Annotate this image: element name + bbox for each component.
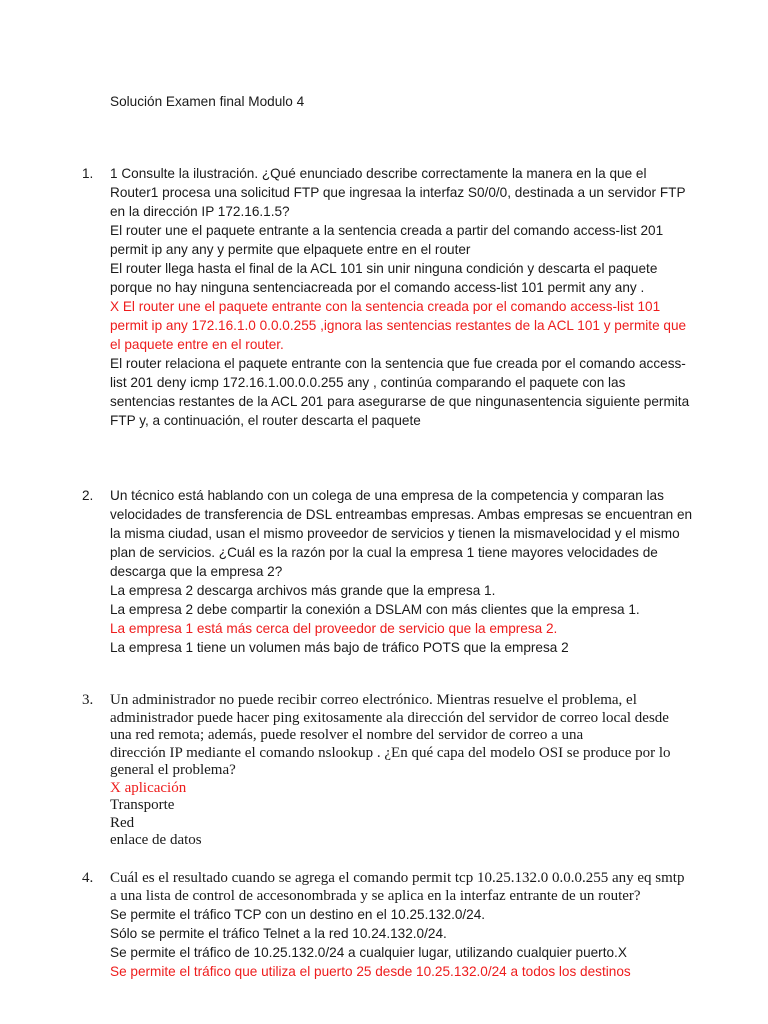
answer-option-line: Se permite el tráfico TCP con un destino en el 10.25.132.0/24.	[110, 907, 486, 922]
question-3	[82, 692, 722, 850]
answer-option-line: Transporte	[110, 797, 175, 813]
answer-option-line: La empresa 2 debe compartir la conexión a DSLAM con más clientes que la empresa 1.	[110, 602, 640, 617]
correct-answer-line: permit ip any 172.16.1.0 0.0.0.255 ,ignora las sentencias restantes de la ACL 101 y permite que	[110, 318, 687, 333]
question-4	[82, 870, 722, 981]
answer-option-line: Sólo se permite el tráfico Telnet a la red 10.24.132.0/24.	[110, 926, 447, 941]
answer-option-line: enlace de datos	[110, 832, 202, 848]
answer-option-line: porque no hay ninguna sentenciacreada por el comando access-list 101 permit any any .	[110, 280, 645, 295]
correct-answer-line: el paquete entre en el router.	[110, 337, 284, 352]
question-number: 4.	[82, 870, 94, 886]
answer-option-line: Se permite el tráfico de 10.25.132.0/24 a cualquier lugar, utilizando cualquier puerto.X	[110, 945, 627, 960]
question-text-line: plan de servicios. ¿Cuál es la razón por la cual la empresa 1 tiene mayores velocidades de	[110, 545, 658, 560]
answer-option-line: El router une el paquete entrante a la sentencia creada a partir del comando access-list 201	[110, 223, 664, 238]
question-text-line: la misma ciudad, usan el mismo proveedor de servicios y tienen la mismavelocidad y el mismo	[110, 526, 680, 541]
answer-option-line: Red	[110, 814, 135, 831]
question-text-line: Cuál es el resultado cuando se agrega el comando permit tcp 10.25.132.0 0.0.0.255 any eq smtp	[110, 870, 685, 886]
question-2	[82, 486, 722, 657]
question-text-line: 1 Consulte la ilustración. ¿Qué enunciado describe correctamente la manera en la que el	[110, 166, 647, 181]
question-number: 1.	[82, 166, 94, 181]
question-text-line: descarga que la empresa 2?	[110, 564, 283, 579]
answer-option-line: permit ip any any y permite que elpaquete entre en el router	[110, 242, 471, 257]
correct-answer-line: Se permite el tráfico que utiliza el puerto 25 desde 10.25.132.0/24 a todos los destinos	[110, 964, 631, 979]
answer-option-line: La empresa 1 tiene un volumen más bajo de tráfico POTS que la empresa 2	[110, 640, 569, 655]
question-1	[82, 164, 722, 430]
question-number: 2.	[82, 488, 94, 503]
question-text-line: una red remota; además, puede resolver el nombre del servidor de correo a una	[110, 727, 584, 743]
question-text-line: Un administrador no puede recibir correo electrónico. Mientras resuelve el problema, el	[110, 692, 637, 708]
answer-option-line: sentencias restantes de la ACL 201 para asegurarse de que ningunasentencia siguiente permita	[110, 394, 690, 409]
question-body	[110, 164, 722, 430]
question-text-line: general el problema?	[110, 762, 236, 778]
question-body	[110, 692, 722, 850]
answer-option-line: list 201 deny icmp 172.16.1.00.0.0.255 any , continúa comparando el paquete con las	[110, 375, 626, 390]
answer-option-line: FTP y, a continuación, el router descarta el paquete	[110, 413, 421, 428]
question-text-line: en la dirección IP 172.16.1.5?	[110, 204, 290, 219]
question-text-line: dirección IP mediante el comando nslookup . ¿En qué capa del modelo OSI se produce por lo	[110, 744, 671, 761]
question-number: 3.	[82, 692, 94, 708]
correct-answer-line: X El router une el paquete entrante con la sentencia creada por el comando access-list 101	[110, 299, 661, 314]
question-body	[110, 870, 722, 981]
question-text-line: Un técnico está hablando con un colega de una empresa de la competencia y comparan las	[110, 488, 664, 503]
document-title: Solución Examen final Modulo 4	[110, 94, 305, 109]
correct-answer-line: X aplicación	[110, 779, 187, 796]
answer-option-line: El router llega hasta el final de la ACL 101 sin unir ninguna condición y descarta el paquete	[110, 261, 658, 276]
question-text-line: administrador puede hacer ping exitosamente ala dirección del servidor de correo local desde	[110, 709, 669, 726]
correct-answer-line: La empresa 1 está más cerca del proveedor de servicio que la empresa 2.	[110, 621, 558, 636]
question-text-line: velocidades de transferencia de DSL entreambas empresas. Ambas empresas se encuentran en	[110, 507, 693, 522]
answer-option-line: La empresa 2 descarga archivos más grande que la empresa 1.	[110, 583, 496, 598]
question-body	[110, 486, 722, 657]
question-text-line: a una lista de control de accesonombrada y se aplica en la interfaz entrante de un router?	[110, 887, 641, 904]
answer-option-line: El router relaciona el paquete entrante con la sentencia que fue creada por el comando access-	[110, 356, 686, 371]
question-text-line: Router1 procesa una solicitud FTP que ingresaa la interfaz S0/0/0, destinada a un servidor FTP	[110, 185, 686, 200]
